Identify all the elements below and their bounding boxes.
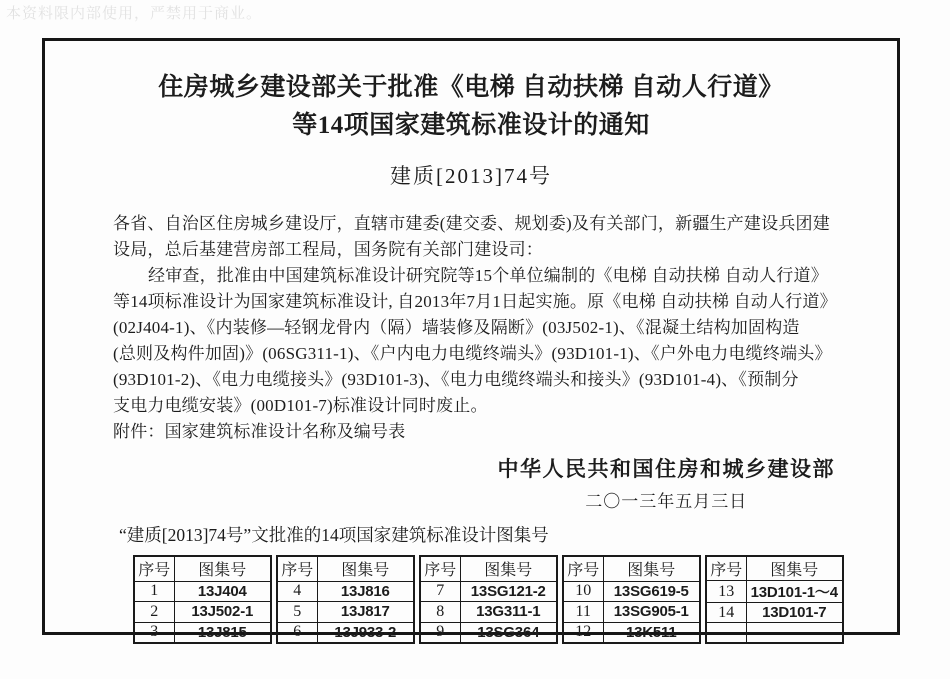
col-header-code: 图集号 bbox=[174, 556, 271, 581]
table-row bbox=[134, 581, 271, 601]
body-line: (总则及构件加固)》(06SG311-1)、《户内电力电缆终端头》(93D101-1)、《户外电力电缆终端头》 bbox=[113, 344, 832, 363]
table-row bbox=[563, 581, 700, 601]
code-cell: 13SG905-1 bbox=[603, 602, 700, 622]
seq-cell: 10 bbox=[563, 581, 603, 601]
body-line: (02J404-1)、《内装修—轻钢龙骨内（隔）墙装修及隔断》(03J502-1)、《混凝土结构加固构造 bbox=[113, 318, 800, 337]
seq-cell: 11 bbox=[563, 602, 603, 622]
col-header-seq: 序号 bbox=[420, 556, 460, 581]
table-row bbox=[706, 623, 843, 643]
code-cell: 13D101-7 bbox=[746, 603, 843, 623]
atlas-number-table bbox=[133, 555, 897, 644]
code-cell: 13SG619-5 bbox=[603, 581, 700, 601]
code-cell: 13SG364 bbox=[460, 622, 557, 642]
code-cell: 13K511 bbox=[603, 622, 700, 642]
issuing-authority: 中华人民共和国住房和城乡建设部 bbox=[497, 458, 835, 481]
table-row bbox=[277, 622, 414, 642]
signature-block bbox=[498, 453, 836, 512]
table-group-1 bbox=[133, 555, 272, 644]
table-caption: “建质[2013]74号”文批准的14项国家建筑标准设计图集号 bbox=[119, 525, 549, 545]
body-line: 等14项标准设计为国家建筑标准设计, 自2013年7月1日起实施。原《电梯 自动扶梯 自动人行道》 bbox=[113, 292, 837, 311]
table-row bbox=[563, 622, 700, 642]
body-line: 经审查，批准由中国建筑标准设计研究院等15个单位编制的《电梯 自动扶梯 自动人行道》 bbox=[148, 266, 828, 285]
code-cell-empty bbox=[746, 623, 843, 643]
attachment-line: 附件：国家建筑标准设计名称及编号表 bbox=[113, 422, 406, 441]
code-cell: 13J817 bbox=[317, 602, 414, 622]
seq-cell: 9 bbox=[420, 622, 460, 642]
code-cell: 13J502-1 bbox=[174, 602, 271, 622]
issue-date: 二〇一三年五月三日 bbox=[585, 492, 748, 511]
col-header-code: 图集号 bbox=[317, 556, 414, 581]
col-header-code: 图集号 bbox=[603, 556, 700, 581]
col-header-code: 图集号 bbox=[746, 556, 843, 581]
notice-title bbox=[45, 69, 897, 145]
document-number: 建质[2013]74号 bbox=[390, 164, 552, 188]
table-row bbox=[134, 622, 271, 642]
body-line: 设局，总后基建营房部工程局，国务院有关部门建设司： bbox=[113, 240, 543, 259]
seq-cell: 7 bbox=[420, 581, 460, 601]
table-row bbox=[563, 602, 700, 622]
notice-title-line1: 住房城乡建设部关于批准《电梯 自动扶梯 自动人行道》 bbox=[158, 74, 784, 101]
code-cell: 13J933-2 bbox=[317, 622, 414, 642]
seq-cell: 1 bbox=[134, 581, 174, 601]
table-row bbox=[420, 602, 557, 622]
seq-cell-empty bbox=[706, 623, 746, 643]
table-group-4 bbox=[562, 555, 701, 644]
seq-cell: 3 bbox=[134, 622, 174, 642]
body-line: 各省、自治区住房城乡建设厅，直辖市建委(建交委、规划委)及有关部门，新疆生产建设兵团建 bbox=[113, 214, 830, 233]
code-cell: 13D101-1～4 bbox=[746, 581, 843, 603]
code-cell: 13SG121-2 bbox=[460, 581, 557, 601]
table-row bbox=[134, 602, 271, 622]
notice-body bbox=[113, 211, 897, 445]
table-row bbox=[277, 602, 414, 622]
seq-cell: 4 bbox=[277, 581, 317, 601]
table-row bbox=[706, 603, 843, 623]
table-group-5 bbox=[705, 555, 844, 644]
table-row bbox=[706, 581, 843, 603]
table-group-3 bbox=[419, 555, 558, 644]
internal-use-watermark: 本资料限内部使用，严禁用于商业。 bbox=[6, 6, 263, 22]
table-row bbox=[277, 581, 414, 601]
notice-title-line2: 等14项国家建筑标准设计的通知 bbox=[292, 112, 650, 139]
code-cell: 13J404 bbox=[174, 581, 271, 601]
col-header-seq: 序号 bbox=[706, 556, 746, 581]
body-line: 支电力电缆安装》(00D101-7)标准设计同时废止。 bbox=[113, 396, 488, 415]
seq-cell: 2 bbox=[134, 602, 174, 622]
body-line: (93D101-2)、《电力电缆接头》(93D101-3)、《电力电缆终端头和接头》(93D101-4)、《预制分 bbox=[113, 370, 799, 389]
col-header-code: 图集号 bbox=[460, 556, 557, 581]
col-header-seq: 序号 bbox=[563, 556, 603, 581]
col-header-seq: 序号 bbox=[134, 556, 174, 581]
table-group-2 bbox=[276, 555, 415, 644]
seq-cell: 8 bbox=[420, 602, 460, 622]
code-cell: 13J815 bbox=[174, 622, 271, 642]
code-cell: 13J816 bbox=[317, 581, 414, 601]
seq-cell: 12 bbox=[563, 622, 603, 642]
seq-cell: 6 bbox=[277, 622, 317, 642]
table-row bbox=[420, 622, 557, 642]
seq-cell: 14 bbox=[706, 603, 746, 623]
document-frame bbox=[42, 38, 900, 641]
seq-cell: 13 bbox=[706, 581, 746, 603]
code-cell: 13G311-1 bbox=[460, 602, 557, 622]
seq-cell: 5 bbox=[277, 602, 317, 622]
col-header-seq: 序号 bbox=[277, 556, 317, 581]
table-row bbox=[420, 581, 557, 601]
